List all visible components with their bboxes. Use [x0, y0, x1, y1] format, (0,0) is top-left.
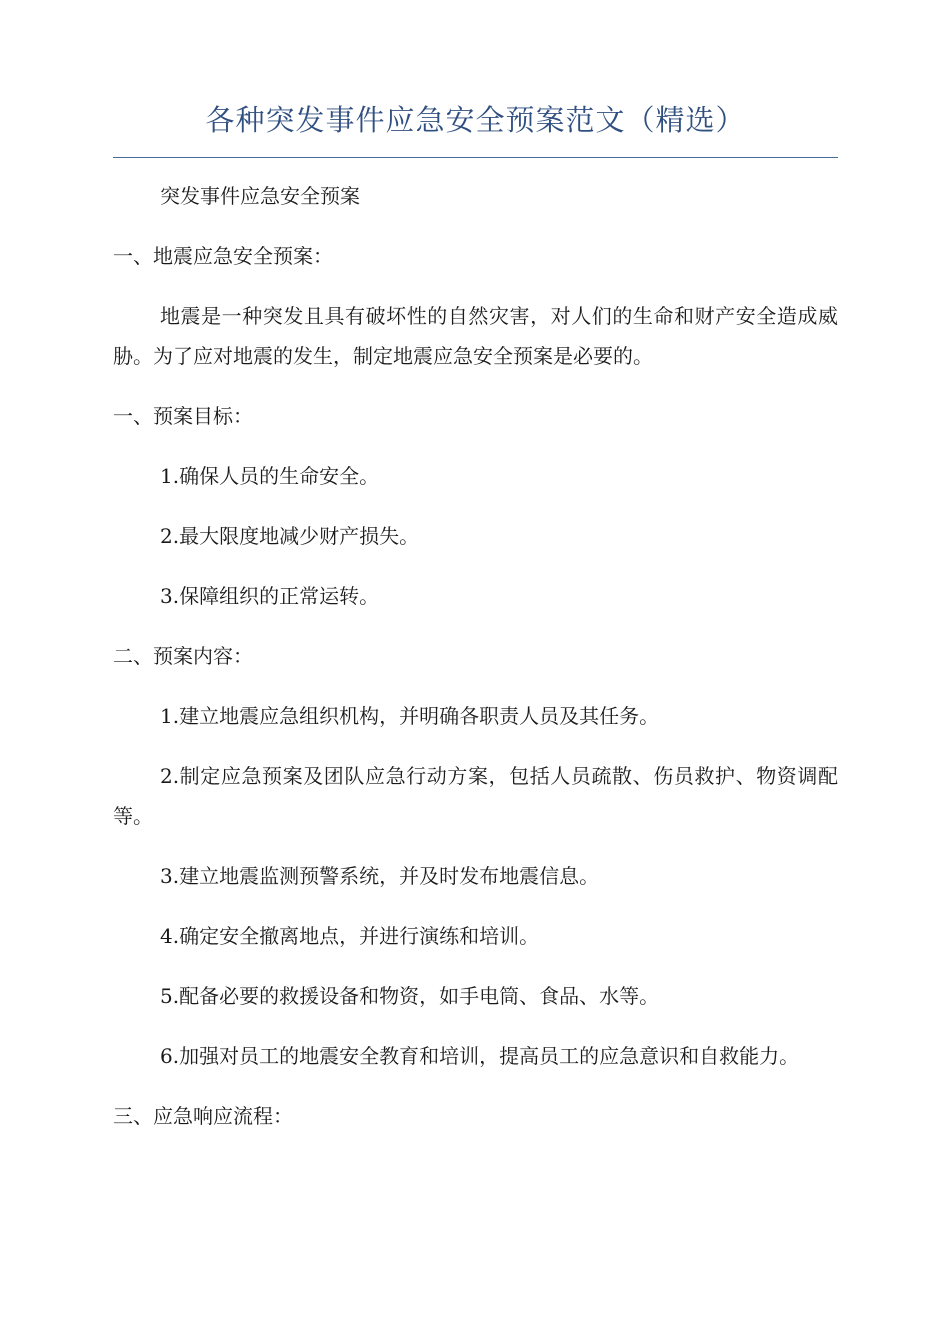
document-body — [113, 176, 838, 1156]
list-item: 1.确保人员的生命安全。 — [160, 464, 380, 488]
section-heading: 三、应急响应流程： — [113, 1104, 293, 1128]
section-heading: 二、预案内容： — [113, 644, 253, 668]
body-paragraph: 地震是一种突发且具有破坏性的自然灾害，对人们的生命和财产安全造成威胁。为了应对地震的发生，制定地震应急安全预案是必要的。 — [113, 304, 838, 368]
section-heading: 一、地震应急安全预案： — [113, 244, 333, 268]
list-item: 1.建立地震应急组织机构，并明确各职责人员及其任务。 — [160, 704, 660, 728]
list-item: 6.加强对员工的地震安全教育和培训，提高员工的应急意识和自救能力。 — [160, 1044, 800, 1068]
list-item: 5.配备必要的救援设备和物资，如手电筒、食品、水等。 — [160, 984, 660, 1008]
title-divider — [113, 157, 838, 158]
section-heading: 一、预案目标： — [113, 404, 253, 428]
list-item: 3.建立地震监测预警系统，并及时发布地震信息。 — [160, 864, 600, 888]
section-heading: 突发事件应急安全预案 — [160, 184, 360, 208]
document-title: 各种突发事件应急安全预案范文（精选） — [205, 103, 746, 137]
list-item: 4.确定安全撤离地点，并进行演练和培训。 — [160, 924, 540, 948]
list-item: 2.最大限度地减少财产损失。 — [160, 524, 420, 548]
list-item: 3.保障组织的正常运转。 — [160, 584, 380, 608]
list-item: 2.制定应急预案及团队应急行动方案，包括人员疏散、伤员救护、物资调配等。 — [113, 764, 838, 828]
